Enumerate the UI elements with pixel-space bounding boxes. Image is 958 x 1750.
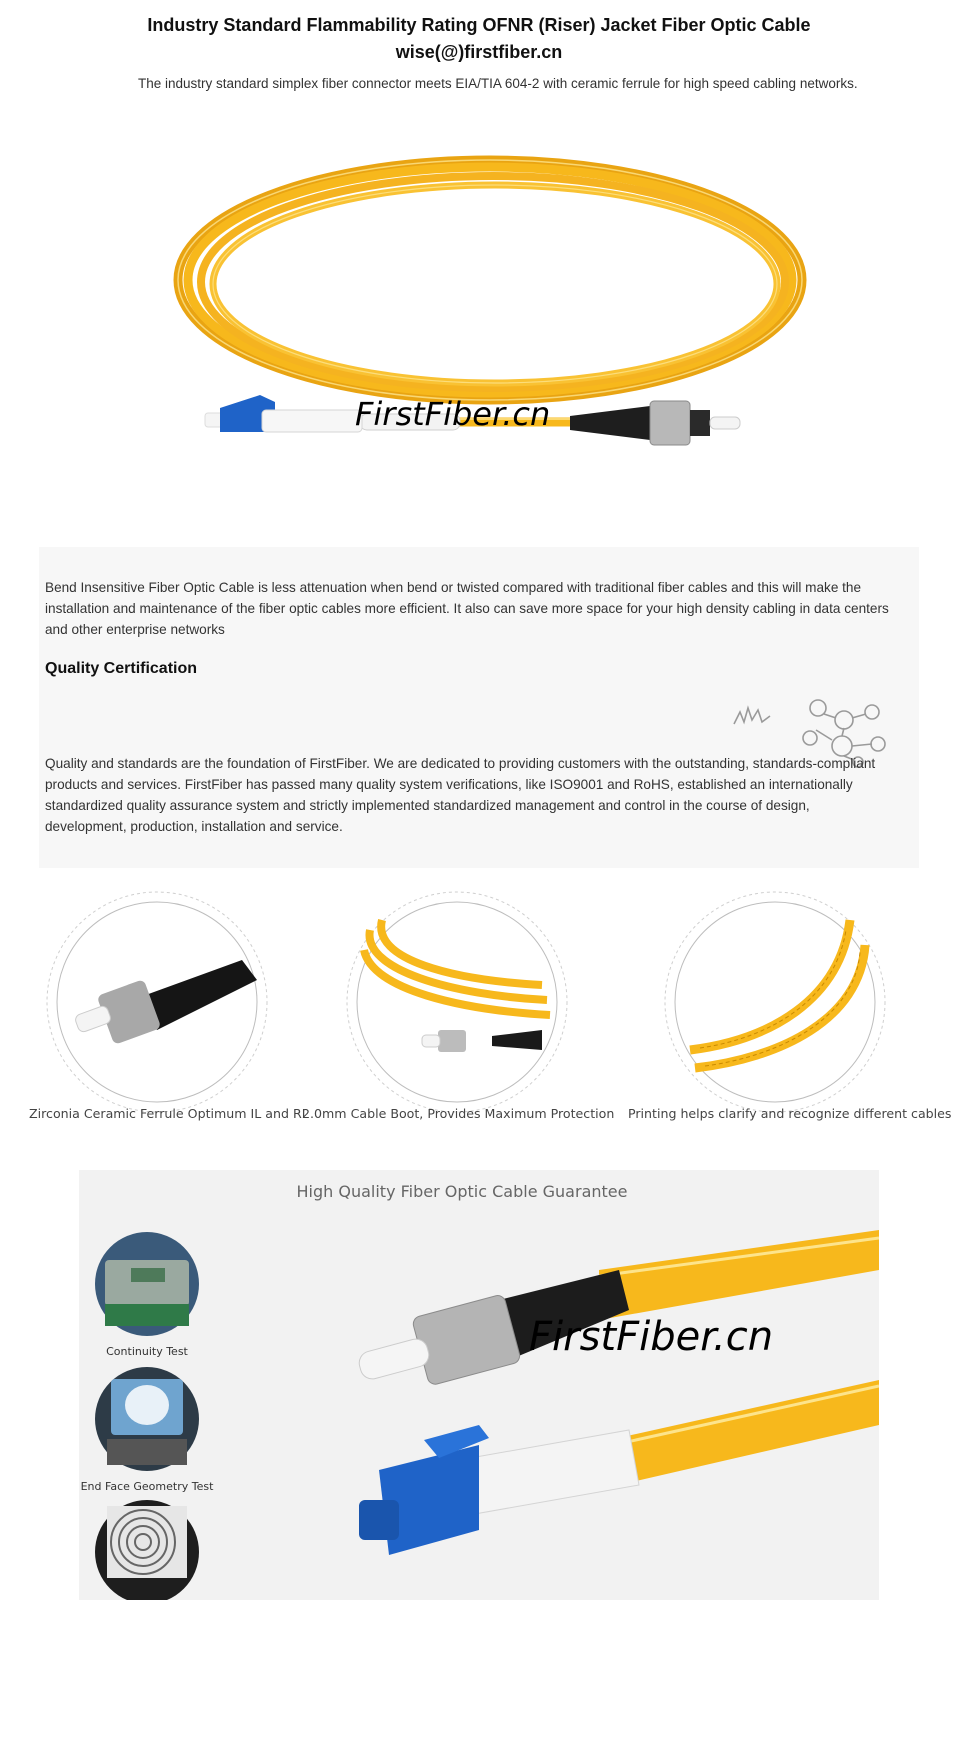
end-face-test-image bbox=[93, 1365, 201, 1473]
page-title-line1: Industry Standard Flammability Rating OFNR (Riser) Jacket Fiber Optic Cable bbox=[147, 15, 811, 35]
feature-caption-ferrule: Zirconia Ceramic Ferrule Optimum IL and RL bbox=[29, 1106, 309, 1121]
page-subtitle: The industry standard simplex fiber connector meets EIA/TIA 604-2 with ceramic ferrule for high speed cabling networks. bbox=[138, 76, 858, 91]
ferrule-feature-image bbox=[42, 890, 272, 1120]
connector-closeup-image bbox=[329, 1210, 879, 1600]
hero-watermark: FirstFiber.cn bbox=[355, 395, 551, 433]
printing-feature-image bbox=[660, 890, 890, 1120]
guarantee-watermark: FirstFiber.cn bbox=[529, 1314, 774, 1360]
page-title bbox=[0, 12, 958, 66]
guarantee-panel bbox=[79, 1170, 879, 1600]
feature-caption-boot: 2.0mm Cable Boot, Provides Maximum Protection bbox=[302, 1106, 615, 1121]
fc-connector-icon bbox=[570, 401, 740, 445]
interferometer-test-image bbox=[93, 1498, 201, 1600]
feature-caption-printing: Printing helps clarify and recognize different cables bbox=[628, 1106, 952, 1121]
continuity-test-caption: Continuity Test bbox=[106, 1345, 188, 1358]
page-title-line2: wise(@)firstfiber.cn bbox=[395, 42, 563, 62]
hero-cable-image bbox=[150, 120, 850, 480]
cable-boot-feature-image bbox=[342, 890, 572, 1120]
end-face-test-caption: End Face Geometry Test bbox=[80, 1480, 214, 1493]
continuity-test-image bbox=[93, 1230, 201, 1338]
guarantee-title: High Quality Fiber Optic Cable Guarantee bbox=[296, 1182, 628, 1201]
bend-insensitive-paragraph: Bend Insensitive Fiber Optic Cable is less attenuation when bend or twisted compared with traditional fiber cables and this will make the installation and maintenance of the fiber optic cables more efficient. It also can save more space for your high density cabling in data centers and other enterprise networks bbox=[45, 580, 889, 637]
quality-certification-heading: Quality Certification bbox=[45, 660, 198, 677]
quality-paragraph: Quality and standards are the foundation of FirstFiber. We are dedicated to providing customers with the outstanding, standards-compliant products and services. FirstFiber has passed many quality system verifications, like ISO9001 and RoHS, established an internationally standardized quality assurance system and strictly implemented standardized management and control in the course of design, development, production, installation and service. bbox=[45, 756, 876, 834]
